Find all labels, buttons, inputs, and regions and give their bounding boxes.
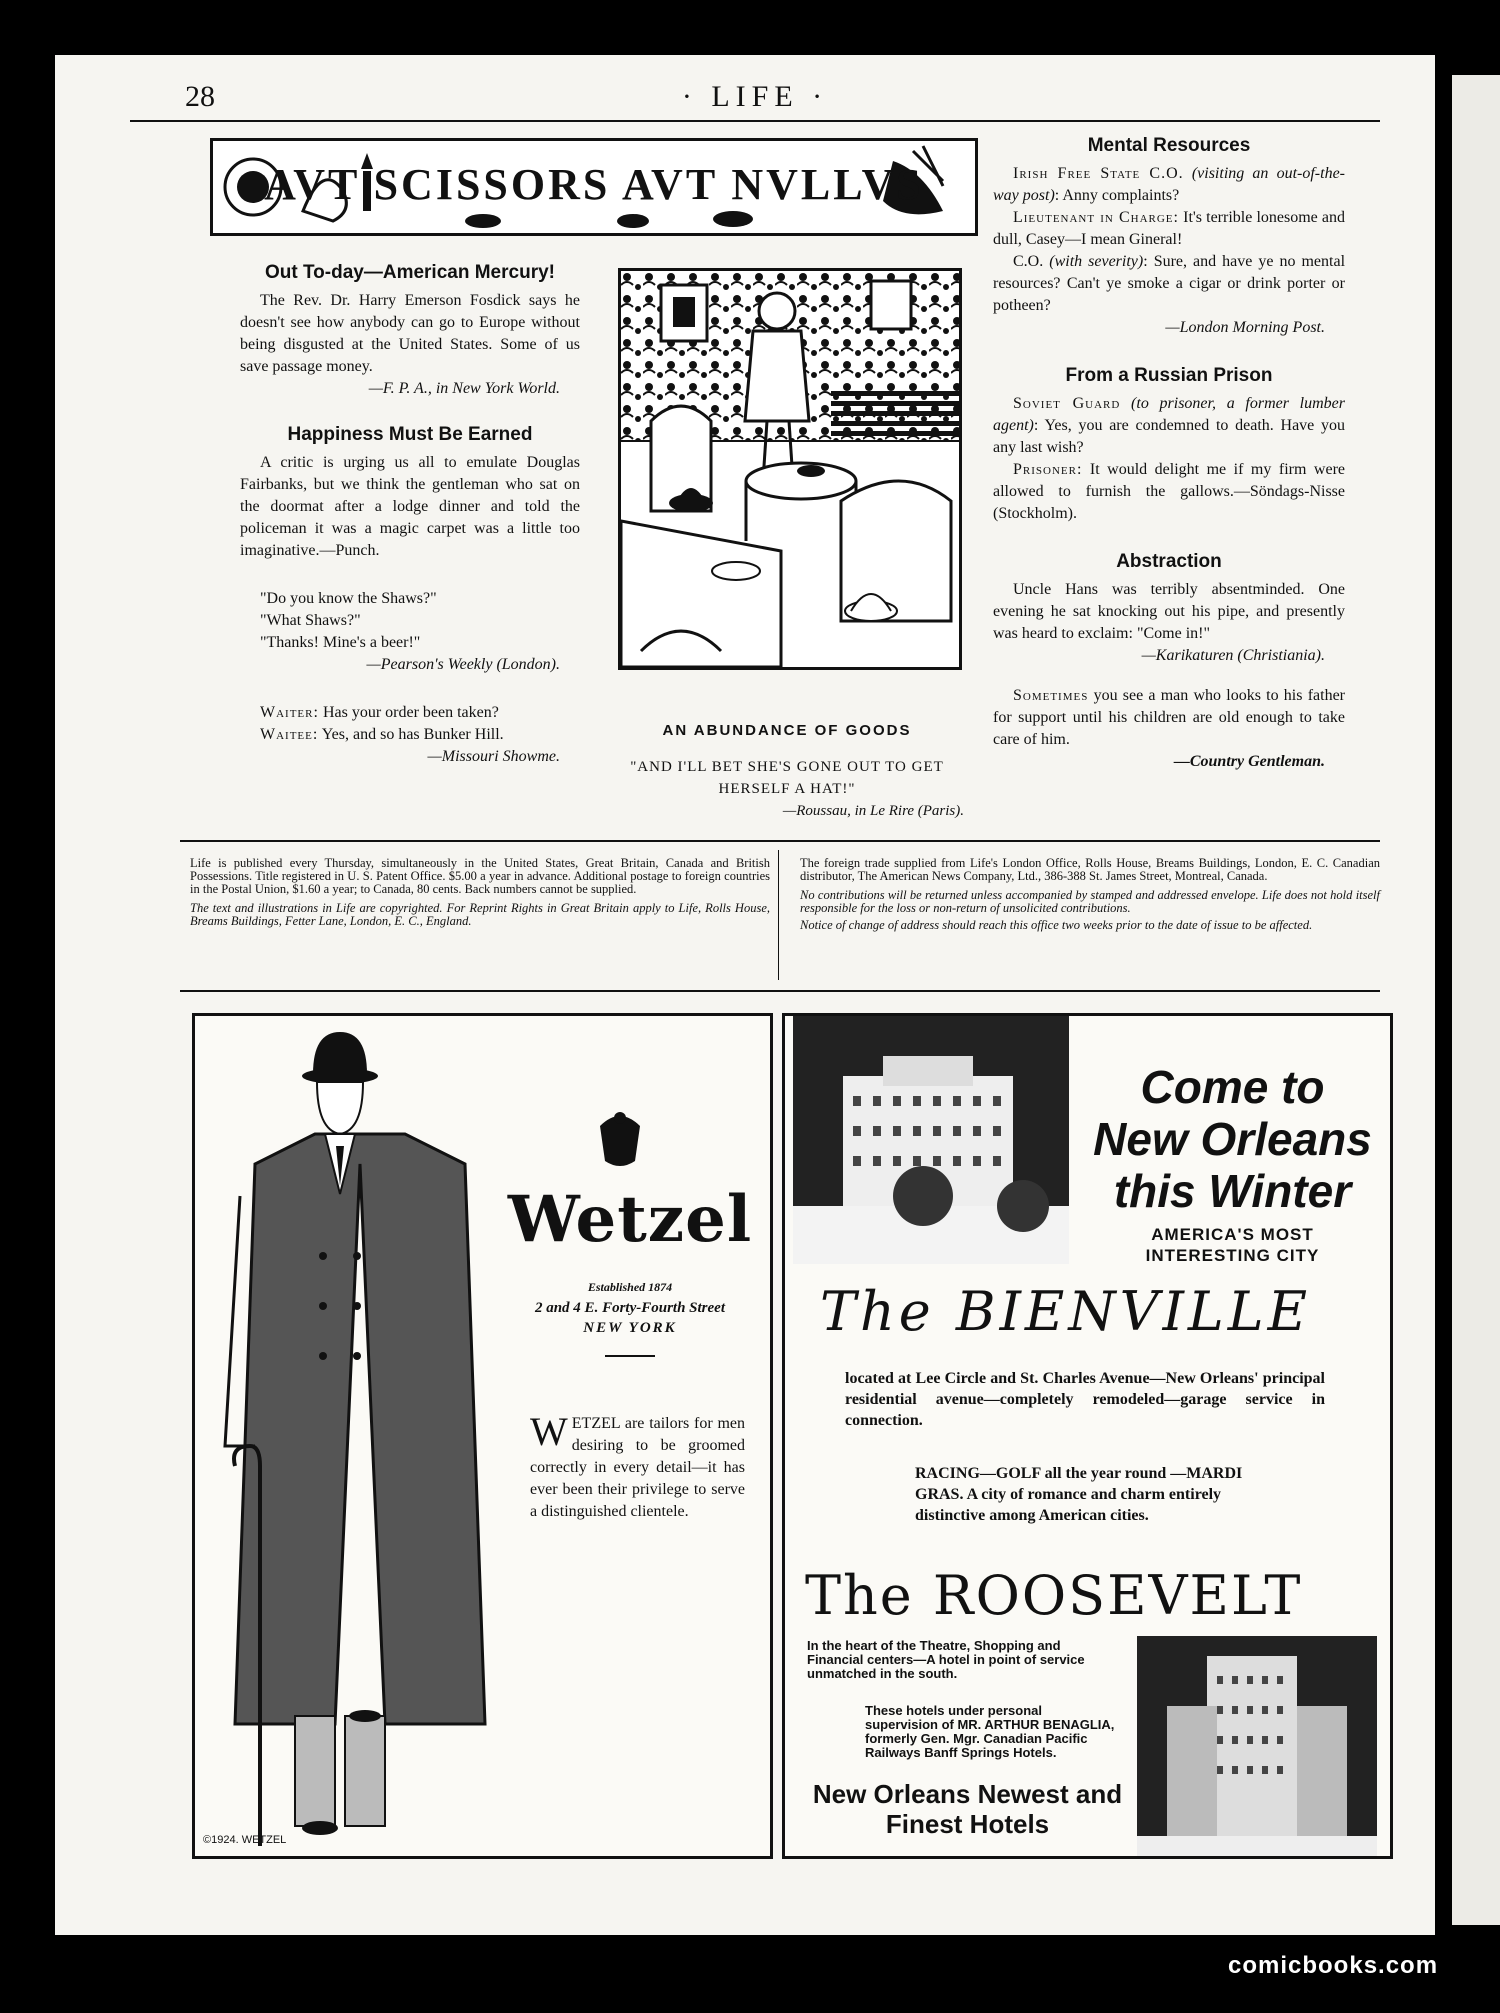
crest-icon	[590, 1106, 650, 1176]
bienville-building-illustration	[793, 1016, 1069, 1264]
headline	[1085, 1061, 1380, 1217]
established-year: Established 1874	[587, 1280, 673, 1294]
cartoon-quote: "AND I'LL BET SHE'S GONE OUT TO GET HERSELF A HAT!"	[630, 759, 944, 797]
roosevelt-building-illustration	[1137, 1636, 1377, 1856]
cartoon-illustration	[618, 268, 962, 670]
page-number: 28	[185, 80, 215, 113]
dialogue-line: It's terrible lonesome and dull, Casey—I mean Gineral!	[993, 209, 1346, 248]
speaker-label: Waitee:	[260, 726, 319, 743]
dialogue-line: It would delight me if my firm were allowed to furnish the gallows.—Söndags-Nisse (Stockholm).	[993, 461, 1346, 522]
hotel-footer	[805, 1779, 1130, 1839]
cartoon-caption	[600, 720, 974, 822]
running-header	[130, 80, 1380, 122]
wetzel-body	[530, 1409, 745, 1523]
watermark: comicbooks.com	[1228, 1952, 1439, 1979]
subheadline-line: INTERESTING CITY	[1145, 1246, 1320, 1265]
article-attribution: —F. P. A., in New York World.	[368, 380, 560, 397]
article-attribution: —Missouri Showme.	[427, 748, 560, 765]
footer-line: Finest Hotels	[885, 1809, 1050, 1839]
column-divider	[778, 850, 779, 980]
article-attribution: —Country Gentleman.	[1173, 753, 1325, 770]
article-body: Uncle Hans was terribly absentminded. One evening he sat knocking out his pipe, and presently was heard to exclaim: "Come in!"	[993, 581, 1345, 642]
stage-direction: (to prisoner, a former lumber agent)	[993, 395, 1345, 434]
address-change-info: Notice of change of address should reach this office two weeks prior to the date of issue to be affected.	[800, 918, 1313, 932]
bienville-photo	[793, 1016, 1069, 1264]
article-body: you see a man who looks to his father for support until his children are old enough to take care of him.	[993, 687, 1345, 748]
joke-line: "What Shaws?"	[260, 612, 361, 629]
wetzel-description: ETZEL are tailors for men desiring to be groomed correctly in every detail—it has ever been their privilege to serve a distinguished clientele.	[530, 1415, 745, 1520]
right-column	[993, 135, 1345, 773]
article-body: A critic is urging us all to emulate Douglas Fairbanks, but we think the gentleman who sat on the doormat after a lodge dinner and told the policeman it was a magic carpet was a little too imaginative.—Punch.	[240, 454, 580, 559]
banner-title: AVT SCISSORS AVT NVLLVS	[264, 160, 924, 209]
cartoon-attribution: —Roussau, in Le Rire (Paris).	[782, 803, 964, 819]
stage-direction: (visiting an out-of-the-way post)	[993, 165, 1345, 204]
joke-line: "Do you know the Shaws?"	[260, 590, 437, 607]
article-heading: Happiness Must Be Earned	[287, 424, 533, 445]
article-heading: Out To-day—American Mercury!	[265, 262, 555, 283]
facing-page-edge	[1452, 75, 1500, 1925]
store-address: 2 and 4 E. Forty-Fourth Street	[534, 1300, 726, 1316]
headline-line: Come to	[1140, 1061, 1325, 1113]
wetzel-logo: Wetzel	[507, 1182, 753, 1257]
bienville-name: The BIENVILLE	[820, 1280, 1312, 1343]
supervision-text: These hotels under personal supervision of MR. ARTHUR BENAGLIA, formerly Gen. Mgr. Canadian Pacific Railways Banff Springs Hotels.	[865, 1703, 1115, 1760]
article-heading: Mental Resources	[1087, 135, 1251, 156]
dialogue-line: : Sure, and have ye no mental resources? Can't ye smoke a cigar or drink porter or potheen?	[993, 253, 1346, 314]
speaker-label: Lieutenant in Charge:	[1013, 209, 1179, 226]
hat-shop-drawing	[621, 271, 959, 667]
dialogue-line: Yes, and so has Bunker Hill.	[321, 726, 504, 743]
publication-info: Life is published every Thursday, simultaneously in the United States, Great Britain, Canada and British Possessions. Title registered in U. S. Patent Office. $5.00 a year in advance. Additional postage to foreign countries in the Postal Union, $1.60 a year; to Canada, 80 cents. Back numbers cannot be supplied.	[190, 856, 770, 896]
roosevelt-description: In the heart of the Theatre, Shopping and Financial centers—A hotel in point of service unmatched in the south.	[807, 1638, 1085, 1681]
article-heading: From a Russian Prison	[1065, 365, 1273, 386]
distribution-info: The foreign trade supplied from Life's London Office, Rolls House, Breams Buildings, London, E. C. Canadian distributor, The American News Company, Ltd., 386-388 St. James Street, Montreal, Canada.	[800, 856, 1380, 883]
article-attribution: —London Morning Post.	[1165, 319, 1325, 336]
speaker-label: C.O.	[1013, 253, 1044, 270]
speaker-label: Irish Free State C.O.	[1013, 165, 1184, 182]
copyright-info: The text and illustrations in Life are copyrighted. For Reprint Rights in Great Britain apply to Life, Rolls House, Breams Buildings, Fetter Lane, London, E. C., England.	[190, 901, 770, 928]
speaker-label: Prisoner:	[1013, 461, 1083, 478]
gentleman-illustration	[195, 1016, 495, 1856]
headline-line: this Winter	[1113, 1165, 1352, 1217]
footer-line: New Orleans Newest and	[812, 1779, 1123, 1809]
speaker-label: Waiter:	[260, 704, 319, 721]
joke-line: "Thanks! Mine's a beer!"	[260, 634, 421, 651]
store-city: NEW YORK	[583, 1320, 677, 1336]
article-attribution: —Karikaturen (Christiania).	[1141, 647, 1325, 664]
roosevelt-name: The ROOSEVELT	[805, 1564, 1303, 1627]
bienville-description: located at Lee Circle and St. Charles Avenue—New Orleans' principal residential avenue—completely remodeled—garage service in connection.	[845, 1370, 1325, 1429]
publisher-note-left	[190, 857, 770, 928]
lead-word: Sometimes	[1013, 687, 1089, 704]
headline-line: New Orleans	[1093, 1113, 1372, 1165]
divider	[180, 840, 1380, 842]
left-column	[240, 262, 580, 768]
dialogue-line: : Anny complaints?	[1054, 187, 1180, 204]
speaker-label: Soviet Guard	[1013, 395, 1121, 412]
subheadline-line: AMERICA'S MOST	[1151, 1225, 1314, 1244]
copyright-mark: ©1924. WETZEL	[203, 1834, 287, 1846]
cartoon-title: AN ABUNDANCE OF GOODS	[662, 722, 912, 739]
drop-cap: W	[530, 1409, 568, 1454]
subheadline	[1085, 1224, 1380, 1266]
magazine-title: · LIFE ·	[681, 80, 829, 113]
article-heading: Abstraction	[1116, 551, 1222, 572]
article-body: The Rev. Dr. Harry Emerson Fosdick says he doesn't see how anybody can go to Europe without being disgusted at the United States. Some of us save passage money.	[240, 292, 580, 375]
racing-text: RACING—GOLF all the year round —MARDI GRAS. A city of romance and charm entirely distinctive among American cities.	[915, 1465, 1243, 1524]
divider	[180, 990, 1380, 992]
stage-direction: (with severity)	[1049, 253, 1144, 270]
hotel-advertisement	[782, 1013, 1393, 1859]
publisher-note-right	[800, 857, 1380, 932]
divider	[605, 1355, 655, 1357]
dialogue-line: : Yes, you are condemned to death. Have you any last wish?	[993, 417, 1345, 456]
article-attribution: —Pearson's Weekly (London).	[366, 656, 560, 673]
dialogue-line: Has your order been taken?	[322, 704, 499, 721]
roosevelt-photo	[1137, 1636, 1377, 1856]
contributions-info: No contributions will be returned unless accompanied by stamped and addressed envelope. Life does not hold itself responsible for the loss or non-return of unsolicited contributions.	[800, 888, 1380, 915]
column-banner	[210, 138, 978, 236]
